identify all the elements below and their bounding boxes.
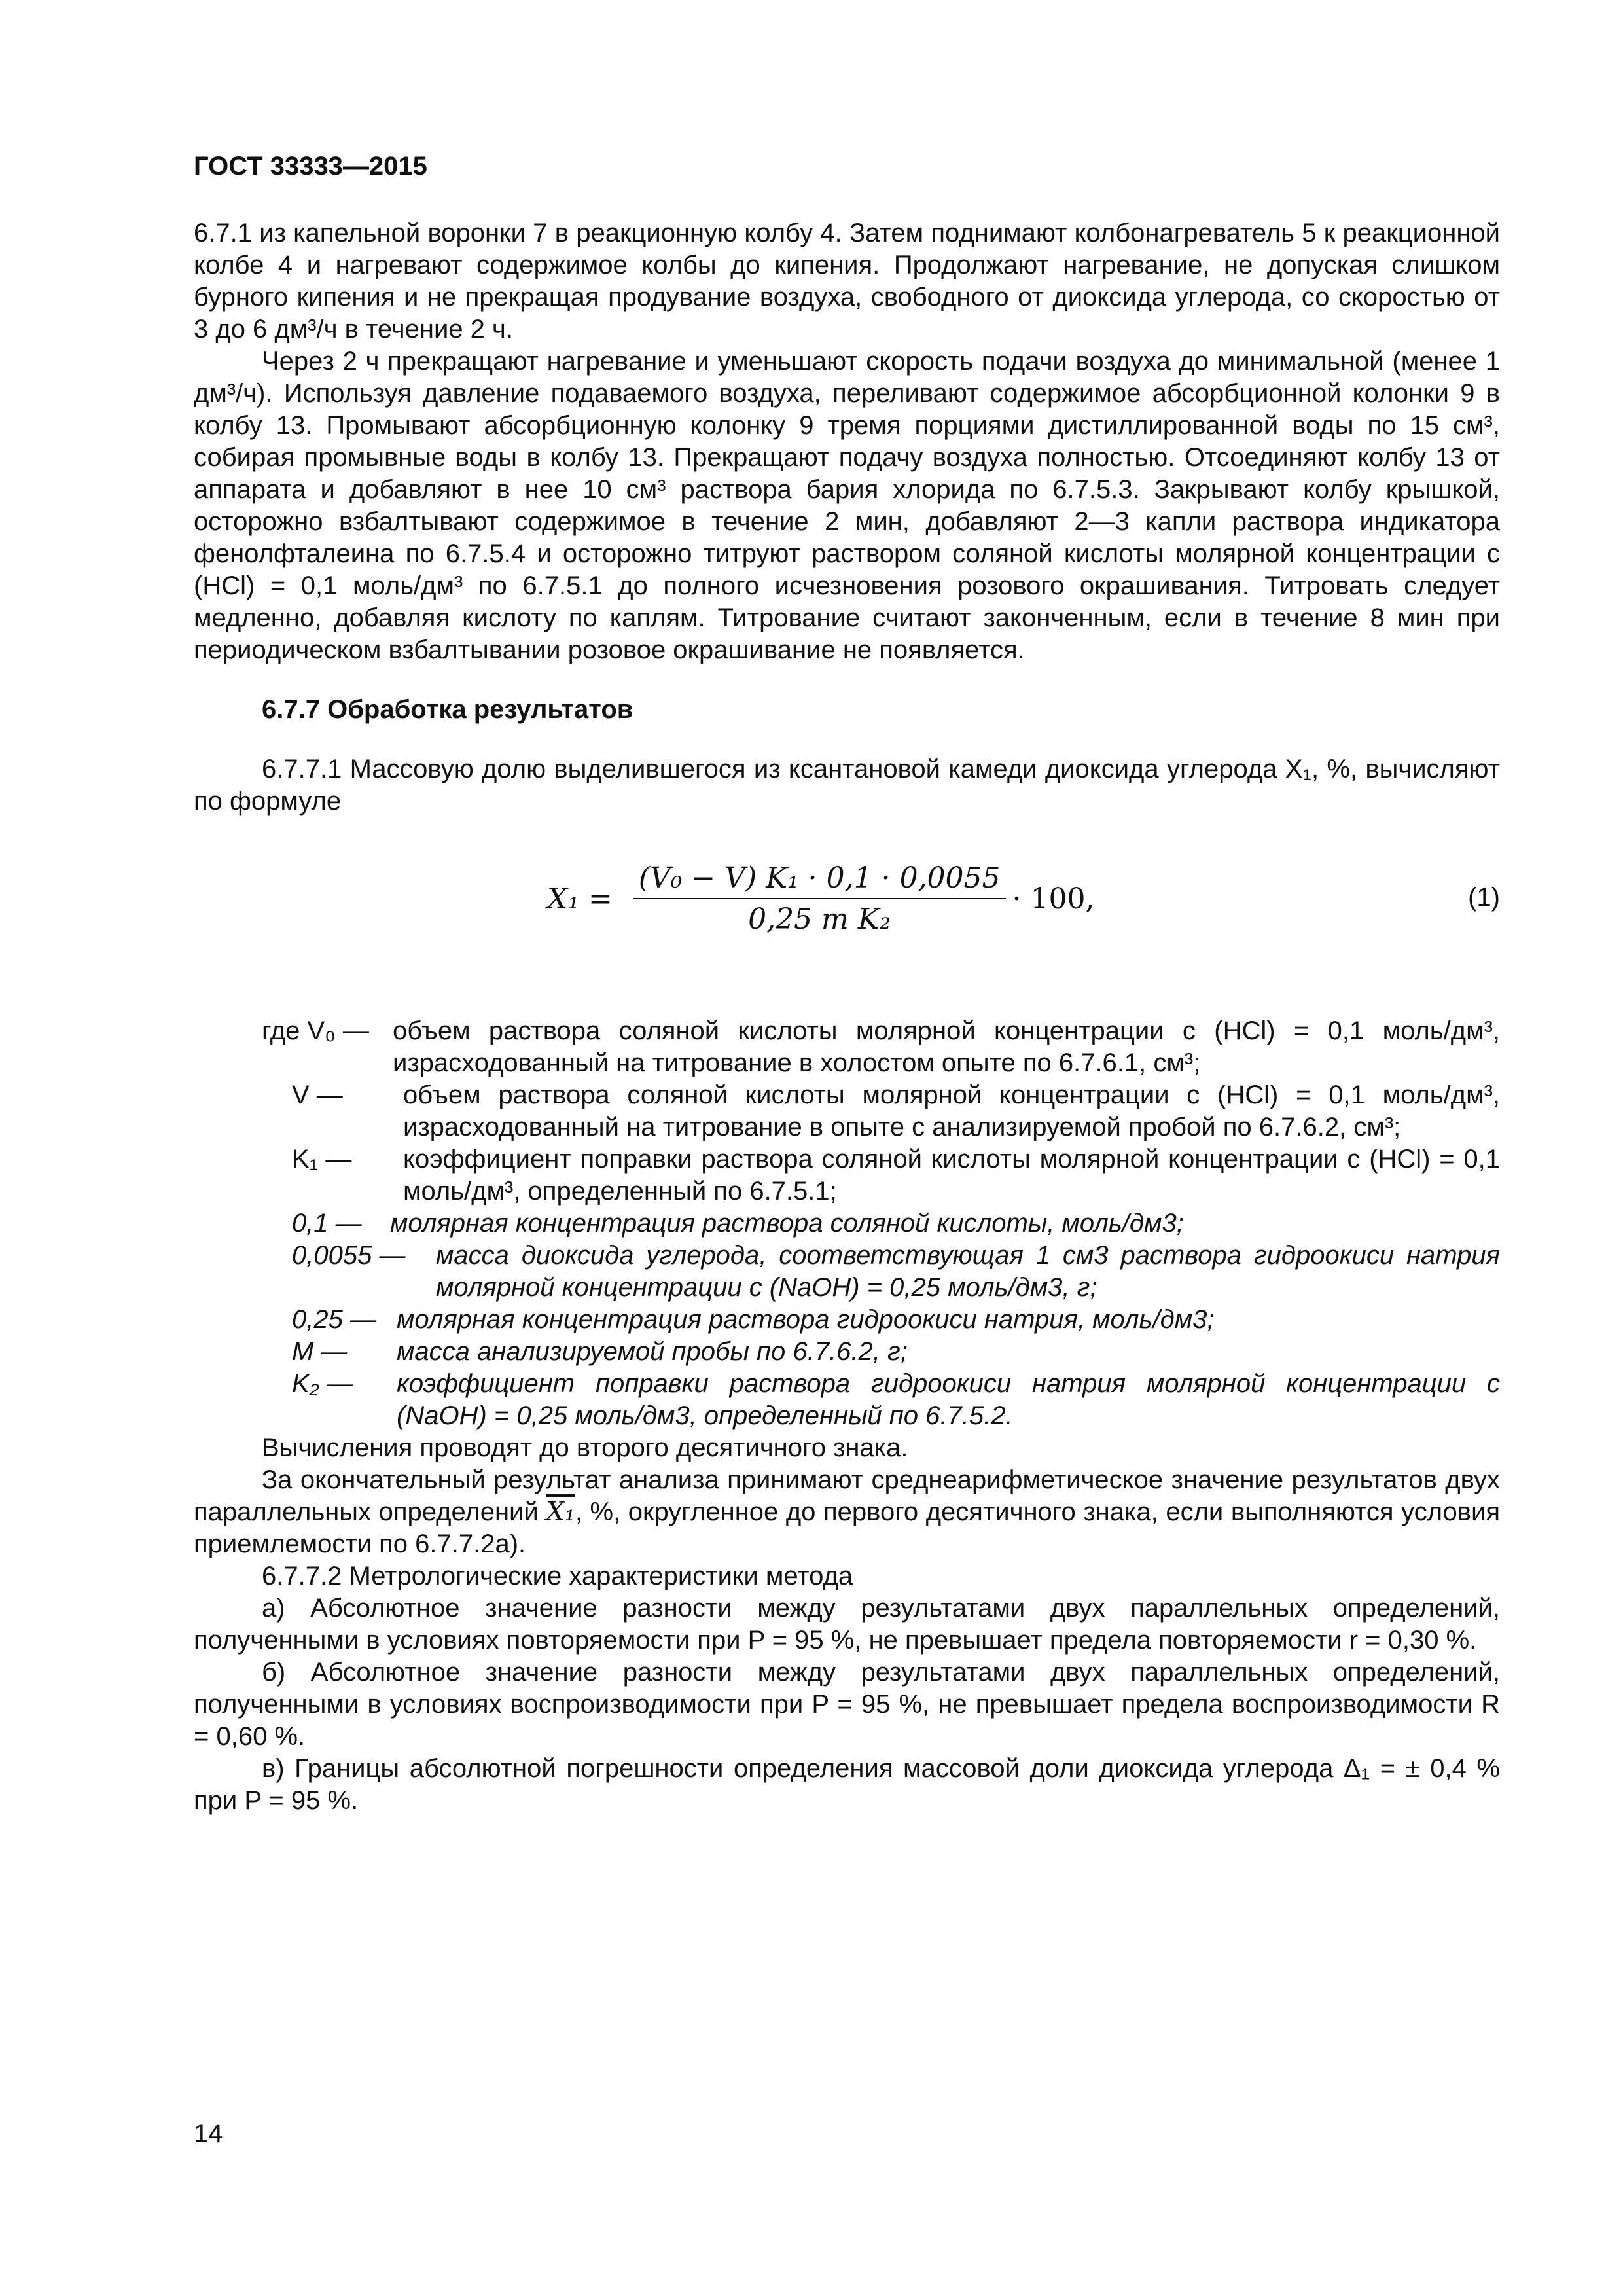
definition-text: коэффициент поправки раствора соляной кислоты молярной концентрации c (HCl) = 0,1 моль/дм³, определенный по 6.7.5.1; <box>403 1145 1500 1206</box>
mean-x1-symbol: X₁ <box>546 1497 575 1527</box>
definition-text: масса диоксида углерода, соответствующая 1 см3 раствора гидроокиси натрия молярной концентрации c (NaOH) = 0,25 моль/дм3, г; <box>436 1241 1500 1302</box>
paragraph-6-7-7-1: 6.7.7.1 Массовую долю выделившегося из ксантановой камеди диоксида углерода X₁, %, вычисляют по формуле <box>194 755 1500 816</box>
paragraph-repeatability: а) Абсолютное значение разности между результатами двух параллельных определений, полученными в условиях повторяемости при P = 95 %, не превышает предела повторяемости r = 0,30 %. <box>194 1594 1500 1655</box>
formula-denominator: 0,25 m K₂ <box>748 903 891 936</box>
definition-symbol: M — <box>292 1337 348 1366</box>
formula-definitions <box>194 1015 1500 1432</box>
definition-text: масса анализируемой пробы по 6.7.6.2, г; <box>397 1337 908 1366</box>
definition-text: объем раствора соляной кислоты молярной концентрации c (HCl) = 0,1 моль/дм³, израсходованный на титрование в опыте с анализируемой пробой по 6.7.6.2, см³; <box>403 1081 1500 1141</box>
definition-text: молярная концентрация раствора гидроокиси натрия, моль/дм3; <box>397 1305 1215 1334</box>
definition-row <box>194 1143 1500 1208</box>
formula-number: (1) <box>1468 883 1500 912</box>
final-result-text-a: За окончательный результат анализа принимают среднеарифметическое значение результатов двух параллельных определений <box>194 1465 1500 1526</box>
formula-tail: · 100, <box>1012 882 1095 916</box>
definition-symbol: K₂ — <box>292 1369 353 1398</box>
definition-text: молярная концентрация раствора соляной кислоты, моль/дм3; <box>390 1209 1184 1238</box>
paragraph-final-result <box>194 1464 1500 1560</box>
paragraph-calc-precision: Вычисления проводят до второго десятичного знака. <box>262 1433 908 1462</box>
formula-fraction <box>633 862 1006 935</box>
definition-row <box>194 1336 1500 1368</box>
page-number: 14 <box>194 2119 223 2148</box>
formula-1 <box>547 853 1095 944</box>
formula-numerator: (V₀ − V) K₁ · 0,1 · 0,0055 <box>633 862 1006 899</box>
definition-symbol: 0,1 — <box>292 1209 362 1238</box>
definition-row <box>194 1079 1500 1143</box>
definition-symbol: 0,25 — <box>292 1305 376 1334</box>
formula-block <box>194 853 1500 944</box>
paragraph-reproducibility: б) Абсолютное значение разности между результатами двух параллельных определений, полученными в условиях воспроизводимости при P = 95 %, не превышает предела воспроизводимости R = 0,60 %. <box>194 1658 1500 1751</box>
document-header: ГОСТ 33333—2015 <box>194 152 427 181</box>
definition-row <box>194 1304 1500 1336</box>
formula-lhs: X₁ = <box>547 882 613 916</box>
paragraph-6-7-7-2: 6.7.7.2 Метрологические характеристики метода <box>262 1562 853 1590</box>
paragraph-titration: Через 2 ч прекращают нагревание и уменьшают скорость подачи воздуха до минимальной (менее 1 дм³/ч). Используя давление подаваемого воздуха, переливают содержимое абсорбционной колонки 9 в колбу 13. Промывают абсорбционную колонку 9 тремя порциями дистиллированной воды по 15 см³, собирая промывные воды в колбу 13. Прекращают подачу воздуха полностью. Отсоединяют колбу 13 от аппарата и добавляют в нее 10 см³ раствора бария хлорида по 6.7.5.3. Закрывают колбу крышкой, осторожно взбалтывают содержимое в течение 2 мин, добавляют 2—3 капли раствора индикатора фенолфталеина по 6.7.5.4 и осторожно титруют раствором соляной кислоты молярной концентрации c (HCl) = 0,1 моль/дм³ по 6.7.5.1 до полного исчезновения розового окрашивания. Титровать следует медленно, добавляя кислоту по каплям. Титрование считают законченным, если в течение 8 мин при периодическом взбалтывании розовое окрашивание не появляется. <box>194 347 1500 664</box>
definition-text: коэффициент поправки раствора гидроокиси натрия молярной концентрации c (NaOH) = 0,25 моль/дм3, определенный по 6.7.5.2. <box>397 1369 1500 1430</box>
paragraph-error-bounds: в) Границы абсолютной погрешности определения массовой доли диоксида углерода Δ₁ = ± 0,4 % при P = 95 %. <box>194 1754 1500 1815</box>
definition-row <box>194 1368 1500 1432</box>
definition-symbol: V — <box>292 1081 343 1109</box>
definition-symbol: где V₀ — <box>262 1016 369 1045</box>
document-body <box>194 217 1500 1817</box>
definition-symbol: K₁ — <box>292 1145 352 1174</box>
final-result-text-b: , %, округленное до первого десятичного знака, если выполняются условия приемлемости по 6.7.7.2а). <box>194 1498 1500 1558</box>
section-heading-6-7-7: 6.7.7 Обработка результатов <box>262 695 633 724</box>
paragraph-6-7-1-continued: 6.7.1 из капельной воронки 7 в реакционную колбу 4. Затем поднимают колбонагреватель 5 к реакционной колбе 4 и нагревают содержимое колбы до кипения. Продолжают нагревание, не допуская слишком бурного кипения и не прекращая продувание воздуха, свободного от диоксида углерода, со скоростью от 3 до 6 дм³/ч в течение 2 ч. <box>194 219 1500 344</box>
definition-text: объем раствора соляной кислоты молярной концентрации c (HCl) = 0,1 моль/дм³, израсходованный на титрование в холостом опыте по 6.7.6.1, см³; <box>393 1016 1500 1077</box>
definition-row <box>194 1015 1500 1079</box>
definition-row <box>194 1208 1500 1240</box>
definition-row <box>194 1240 1500 1304</box>
definition-symbol: 0,0055 — <box>292 1241 406 1270</box>
